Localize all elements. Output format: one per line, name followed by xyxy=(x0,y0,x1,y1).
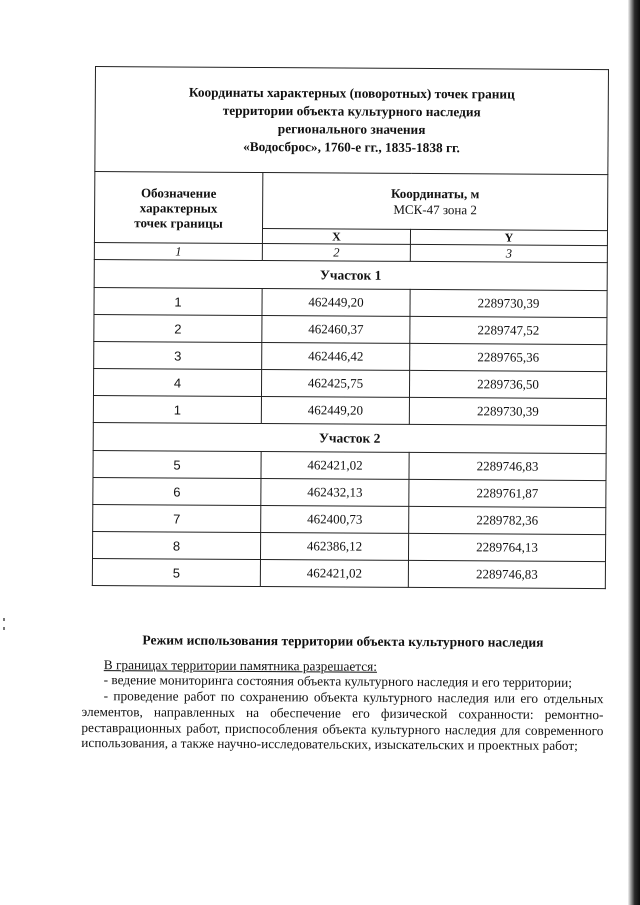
point-number: 8 xyxy=(92,531,260,559)
table-title-line: территории объекта культурного наследия xyxy=(222,102,481,120)
point-designation-header: Обозначение характерных точек границы xyxy=(94,172,262,244)
table-row xyxy=(94,341,607,371)
y-value: 2289730,39 xyxy=(409,397,606,425)
scan-speck xyxy=(3,618,5,621)
table-row xyxy=(93,395,606,425)
section-header: Участок 1 xyxy=(94,259,607,290)
allowed-item: - ведение мониторинга состояния объекта культурного наследия и его территории; xyxy=(103,672,572,691)
column-index: 2 xyxy=(262,244,410,262)
table-row xyxy=(94,287,607,317)
table-row xyxy=(93,477,606,507)
coordinate-system-label: МСК-47 зона 2 xyxy=(393,201,477,217)
y-value: 2289761,87 xyxy=(409,479,606,507)
x-value: 462400,73 xyxy=(261,506,409,534)
section-header: Участок 2 xyxy=(93,422,606,453)
column-index: 3 xyxy=(410,244,607,262)
y-value: 2289764,13 xyxy=(408,533,605,561)
point-number: 3 xyxy=(94,341,262,369)
x-header: X xyxy=(262,229,410,245)
table-row xyxy=(93,368,606,398)
point-number: 7 xyxy=(93,504,261,532)
point-number: 6 xyxy=(93,477,261,505)
point-number: 2 xyxy=(94,314,262,342)
y-header: Y xyxy=(410,229,607,245)
table-title-line: регионального значения xyxy=(277,121,426,138)
point-number: 1 xyxy=(93,395,261,423)
scan-border xyxy=(628,0,640,905)
table-title-line: «Водосброс», 1760-е гг., 1835-1838 гг. xyxy=(243,138,460,156)
x-value: 462449,20 xyxy=(261,397,409,425)
point-number: 5 xyxy=(93,450,261,478)
x-value: 462449,20 xyxy=(262,289,410,317)
y-value: 2289765,36 xyxy=(410,343,607,371)
table-row xyxy=(92,531,605,561)
y-value: 2289736,50 xyxy=(409,370,606,398)
table-row xyxy=(94,314,607,344)
scan-speck xyxy=(3,627,5,630)
x-value: 462386,12 xyxy=(260,533,408,561)
point-number: 5 xyxy=(92,558,260,586)
regime-section xyxy=(81,632,604,754)
coordinates-table xyxy=(92,66,609,589)
table-row xyxy=(92,558,605,588)
column-index: 1 xyxy=(94,242,262,260)
x-value: 462446,42 xyxy=(262,343,410,371)
regime-title: Режим использования территории объекта культурного наследия xyxy=(142,632,544,650)
x-value: 462421,02 xyxy=(261,452,409,480)
y-value: 2289782,36 xyxy=(409,506,606,534)
x-value: 462432,13 xyxy=(261,479,409,507)
table-title xyxy=(95,67,609,175)
y-value: 2289730,39 xyxy=(410,289,607,317)
x-value: 462425,75 xyxy=(261,370,409,398)
table-row xyxy=(93,450,606,480)
x-value: 462460,37 xyxy=(262,316,410,344)
y-value: 2289746,83 xyxy=(408,560,605,588)
table-title-line: Координаты характерных (поворотных) точек границ xyxy=(188,84,515,102)
point-number: 1 xyxy=(94,287,262,315)
coordinates-header xyxy=(263,173,608,231)
y-value: 2289746,83 xyxy=(409,452,606,480)
table-row xyxy=(93,504,606,534)
y-value: 2289747,52 xyxy=(410,316,607,344)
point-number: 4 xyxy=(93,368,261,396)
x-value: 462421,02 xyxy=(260,560,408,588)
allowed-item: - проведение работ по сохранению объекта культурного наследия или его отдельных элементов, направленных на обеспечение его физической сохранности: ремонтно-реставрационных работ, приспособления объекта культурного наследия для современного использования, а также научно-исследовательских, изыскательских и проектных работ; xyxy=(81,688,604,754)
coordinates-unit-label: Координаты, м xyxy=(390,185,480,201)
allowed-heading: В границах территории памятника разрешается: xyxy=(103,656,378,674)
